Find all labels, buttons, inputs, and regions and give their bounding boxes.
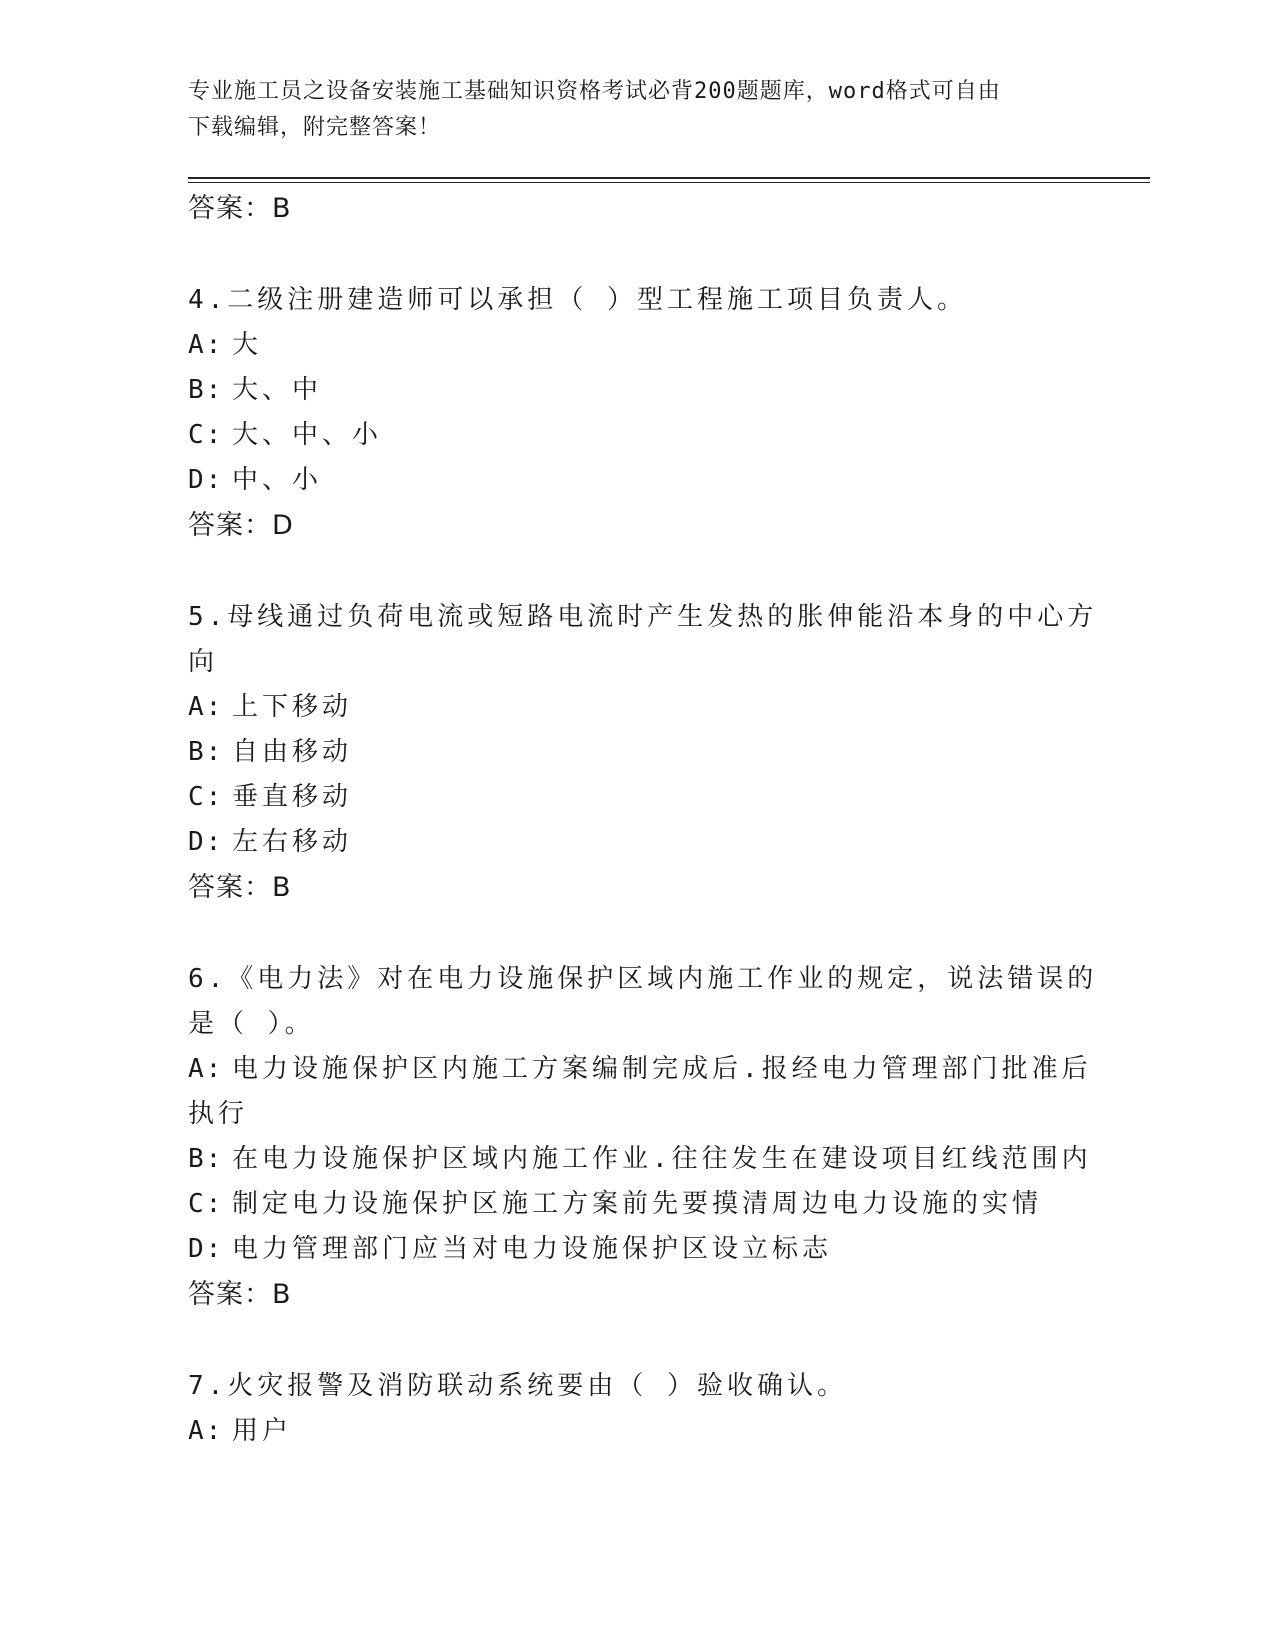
question-5 [188,595,1098,910]
question-6-answer: 答案：B [188,1279,292,1310]
option-key: D: [188,1234,224,1264]
question-6-line-1: 6.《电力法》对在电力设施保护区域内施工作业的规定，说法错误的 [188,964,1098,994]
header-title-line-2: 下载编辑，附完整答案！ [188,115,442,140]
question-6-text [188,957,1098,1047]
question-5-option-c [188,775,1068,820]
option-text: 大 [232,330,263,360]
option-text: 大、中、小 [232,420,383,450]
header-title-line-1: 专业施工员之设备安装施工基础知识资格考试必背200题题库，word格式可自由 [188,79,1001,104]
option-key: B: [188,375,224,405]
option-key: D: [188,827,224,857]
spacer [188,231,1068,278]
option-text: 自由移动 [232,737,353,767]
question-4-option-d [188,458,1068,503]
document-header [188,74,1068,146]
question-5-line-2: 向 [188,647,219,677]
option-text: 执行 [188,1099,249,1129]
option-text: 左右移动 [232,827,353,857]
question-4-option-a [188,323,1068,368]
question-5-answer: 答案：B [188,872,292,903]
option-text: 上下移动 [232,692,353,722]
spacer [188,910,1068,957]
question-5-option-a [188,685,1068,730]
question-6 [188,957,1098,1317]
question-5-option-d [188,820,1068,865]
option-text: 电力管理部门应当对电力设施保护区设立标志 [232,1234,833,1264]
question-6-option-a [188,1047,1092,1092]
option-key: C: [188,420,224,450]
question-5-option-b [188,730,1068,775]
question-6-option-c [188,1182,1068,1227]
header-divider-thin [188,182,1150,183]
question-5-line-1: 5.母线通过负荷电流或短路电流时产生发热的胀伸能沿本身的中心方 [188,602,1098,632]
header-divider-thick [188,177,1150,179]
option-text: 垂直移动 [232,782,353,812]
option-key: D: [188,465,224,495]
question-4 [188,278,1068,548]
option-text: 电力设施保护区内施工方案编制完成后.报经电力管理部门批准后 [232,1054,1092,1084]
option-text: 在电力设施保护区域内施工作业.往往发生在建设项目红线范围内 [232,1144,1092,1174]
question-4-text [188,278,1068,323]
option-key: C: [188,782,224,812]
answer-line-q3: 答案：B [188,193,292,224]
question-4-option-c [188,413,1068,458]
option-text: 制定电力设施保护区施工方案前先要摸清周边电力设施的实情 [232,1189,1043,1219]
question-7 [188,1364,1068,1454]
option-key: A: [188,1416,224,1446]
question-7-line-1: 7.火灾报警及消防联动系统要由（ ）验收确认。 [188,1371,847,1401]
option-key: A: [188,692,224,722]
spacer [188,548,1068,595]
question-7-option-a [188,1409,1068,1454]
question-4-option-b [188,368,1068,413]
option-key: A: [188,1054,224,1084]
question-4-line-1: 4.二级注册建造师可以承担（ ）型工程施工项目负责人。 [188,285,967,315]
question-6-option-a-continued [188,1092,1068,1137]
question-7-text [188,1364,1068,1409]
question-4-answer: 答案：D [188,510,294,541]
question-6-option-b [188,1137,1092,1182]
option-key: B: [188,737,224,767]
option-key: C: [188,1189,224,1219]
spacer [188,1317,1068,1364]
question-5-text [188,595,1098,685]
option-key: A: [188,330,224,360]
option-text: 用户 [232,1416,293,1446]
question-list [188,186,1098,1454]
option-text: 中、小 [232,465,323,495]
option-text: 大、中 [232,375,323,405]
question-6-option-d [188,1227,1068,1272]
question-6-line-2: 是（ ）。 [188,1009,315,1039]
option-key: B: [188,1144,224,1174]
